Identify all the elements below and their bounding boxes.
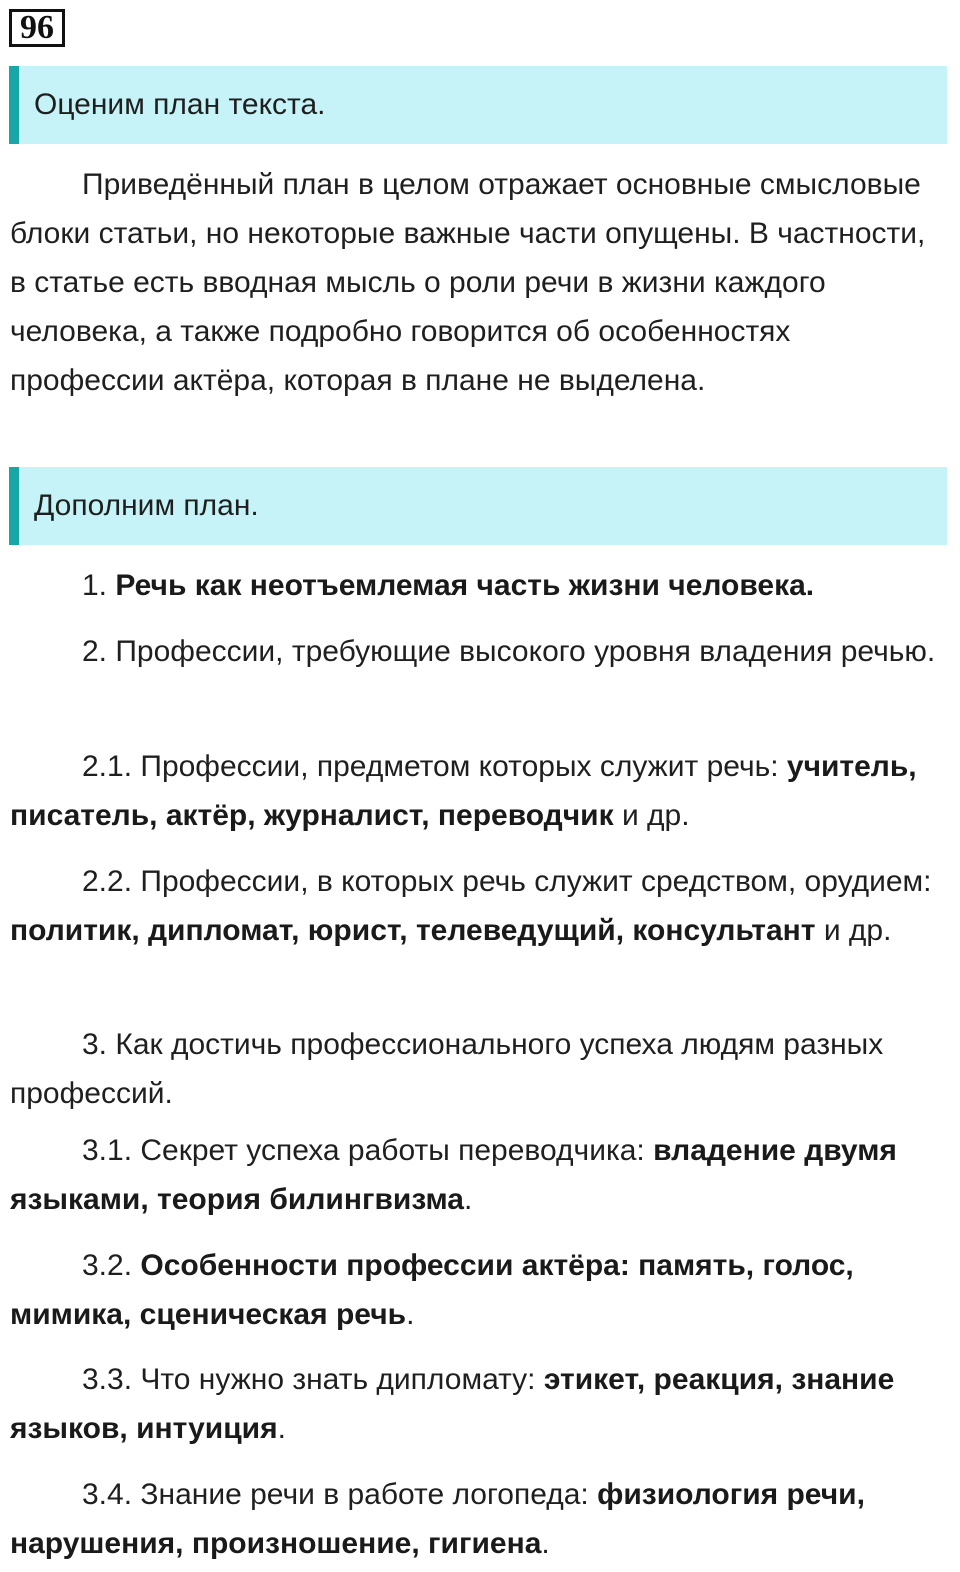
evaluation-paragraph: Приведённый план в целом отражает основные смысловые блоки статьи, но некоторые важные части опущены. В частности, в статье есть вводная мысль о роли речи в жизни каждого человека, а также подробно говорится об особенностях профессии актёра, которая в плане не выделена. <box>10 168 926 397</box>
plan-item-3-2 <box>10 1241 945 1339</box>
plan-item-tail: и др. <box>815 914 892 947</box>
plan-item-text: Профессии, требующие высокого уровня владения речью. <box>115 635 936 668</box>
plan-item-3 <box>10 1020 945 1118</box>
plan-item-number: 3.3. <box>82 1363 141 1396</box>
plan-item-3-3 <box>10 1355 945 1453</box>
plan-item-bold-text: учитель, писатель, актёр, журналист, переводчик <box>10 750 917 832</box>
plan-item-bold-text: политик, дипломат, юрист, телеведущий, консультант <box>10 914 816 947</box>
plan-item-text: Что нужно знать дипломату: <box>140 1363 544 1396</box>
plan-item-text: Как достичь профессионального успеха людям разных профессий. <box>10 1028 884 1110</box>
section-heading-evaluate-plan: Оценим план текста. <box>9 66 947 144</box>
plan-item-text: Профессии, в которых речь служит средством, орудием: <box>140 865 932 898</box>
plan-item-bold-text: Особенности профессии актёра: память, голос, мимика, сценическая речь <box>10 1249 854 1331</box>
task-number-badge: 96 <box>9 9 65 47</box>
plan-item-number: 2.1. <box>82 750 141 783</box>
plan-item-number: 3.1. <box>82 1134 141 1167</box>
plan-item-tail: . <box>277 1412 286 1445</box>
plan-item-bold-text: Речь как неотъемлемая часть жизни человека. <box>115 569 815 602</box>
plan-item-number: 3.4. <box>82 1478 141 1511</box>
plan-item-2-2 <box>10 857 945 955</box>
plan-item-tail: . <box>463 1183 473 1216</box>
plan-item-tail: . <box>541 1527 550 1560</box>
plan-item-number: 1. <box>82 569 116 602</box>
plan-item-3-4 <box>10 1470 945 1568</box>
section-heading-complete-plan: Дополним план. <box>9 467 947 545</box>
plan-item-bold-text: этикет, реакция, знание языков, интуиция <box>10 1363 895 1445</box>
plan-item-2 <box>10 627 945 676</box>
plan-item-number: 2. <box>82 635 116 668</box>
plan-item-number: 3. <box>82 1028 116 1061</box>
plan-item-bold-text: владение двумя языками, теория билингвизма <box>10 1134 897 1216</box>
plan-item-3-1 <box>10 1126 945 1224</box>
plan-item-text: Профессии, предметом которых служит речь: <box>140 750 787 783</box>
plan-item-tail: и др. <box>613 799 690 832</box>
plan-item-number: 3.2. <box>82 1249 141 1282</box>
plan-item-bold-text: физиология речи, нарушения, произношение, гигиена <box>10 1478 865 1560</box>
plan-item-1 <box>10 561 945 610</box>
plan-item-tail: . <box>406 1298 415 1331</box>
plan-item-2-1 <box>10 742 945 840</box>
plan-item-text: Секрет успеха работы переводчика: <box>140 1134 654 1167</box>
plan-item-number: 2.2. <box>82 865 141 898</box>
plan-item-text: Знание речи в работе логопеда: <box>140 1478 598 1511</box>
